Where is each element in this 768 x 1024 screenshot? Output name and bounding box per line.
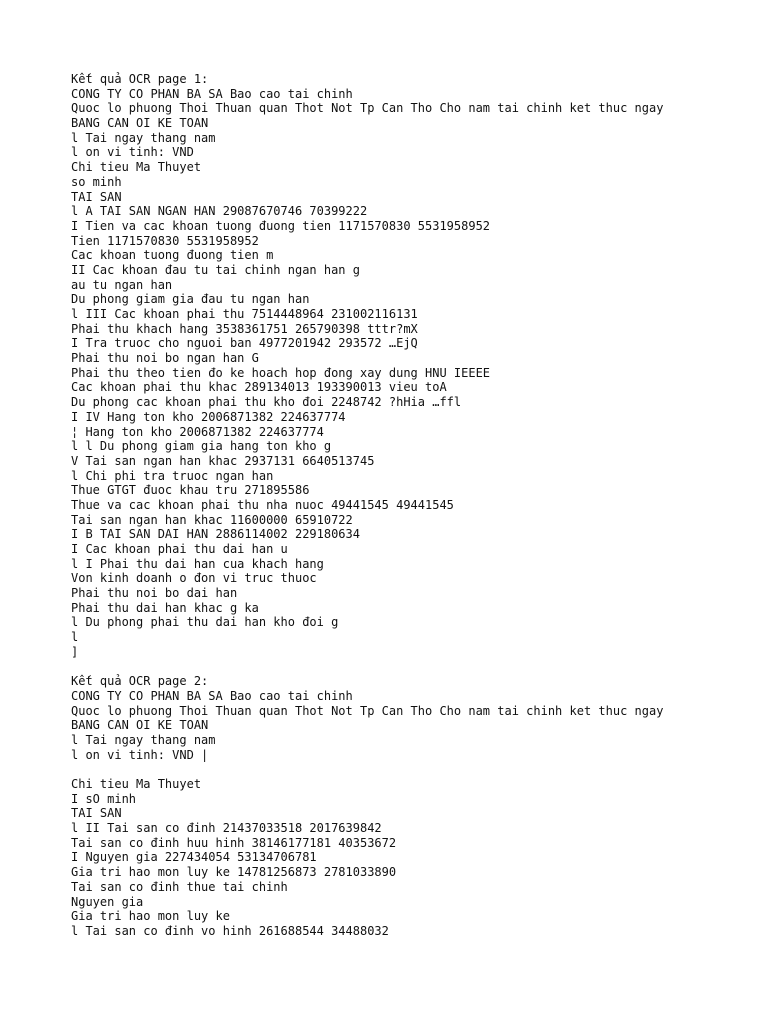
text-line: l II Tai san co đinh 21437033518 2017639842 <box>71 821 382 836</box>
text-line: I Cac khoan phai thu dai han u <box>71 542 288 556</box>
section-gap <box>71 660 761 675</box>
text-line: Gia tri hao mon luy ke <box>71 909 230 924</box>
text-line: I Tra truoc cho nguoi ban 4977201942 293572 …EjQ <box>71 336 418 351</box>
text-line: Phai thu noi bo ngan han G <box>71 351 259 366</box>
text-line: l Chi phi tra truoc ngan han <box>71 468 274 483</box>
text-line: ] <box>71 644 79 659</box>
text-line: Thue va cac khoan phai thu nha nuoc 49441545 49441545 <box>71 497 454 512</box>
text-line: l A TAI SAN NGAN HAN 29087670746 70399222 <box>71 204 368 219</box>
section-gap <box>71 762 761 777</box>
text-line: l on vi tinh: VND | <box>71 747 209 762</box>
text-line: Tai san co đinh thue tai chinh <box>71 879 288 894</box>
text-line: II Cac khoan đau tu tai chinh ngan han g <box>71 262 360 277</box>
text-line: Tai san co đinh huu hinh 38146177181 40353672 <box>71 835 397 850</box>
text-line: Chi tieu Ma Thuyet <box>71 777 202 791</box>
ocr-text-block <box>71 72 761 939</box>
text-line: Du phong cac khoan phai thu kho đoi 2248742 ?hHia …ffl <box>71 395 462 410</box>
text-line: Phai thu khach hang 3538361751 265790398 tttr?mX <box>71 321 418 336</box>
text-line: Phai thu noi bo dai han <box>71 586 238 601</box>
text-line: l on vi tinh: VND <box>71 145 194 160</box>
text-line: Quoc lo phuong Thoi Thuan quan Thot Not Tp Can Tho Cho nam tai chinh ket thuc ngay <box>71 703 664 718</box>
text-line: l I Phai thu dai han cua khach hang <box>71 556 324 571</box>
text-line: BANG CAN OI KE TOAN <box>71 116 209 131</box>
text-line: l Tai ngay thang nam <box>71 732 216 747</box>
text-line: l l Du phong giam gia hang ton kho g <box>71 439 332 454</box>
text-line: TAI SAN <box>71 806 122 821</box>
text-line: CONG TY CO PHAN BA SA Bao cao tai chinh <box>71 688 353 703</box>
page2-lines-header <box>71 689 761 762</box>
text-line: CONG TY CO PHAN BA SA Bao cao tai chinh <box>71 86 353 101</box>
page1-header: Kết quả OCR page 1: <box>71 72 209 86</box>
text-line: Chi tieu Ma Thuyet <box>71 160 202 175</box>
text-line: Cac khoan phai thu khac 289134013 193390013 vieu toA <box>71 380 447 395</box>
text-line: Thue GTGT đuoc khau tru 271895586 <box>71 483 310 498</box>
text-line: Tai san ngan han khac 11600000 65910722 <box>71 512 353 527</box>
text-line: Phai thu theo tien đo ke hoach hop đong xay dung HNU IEEEE <box>71 365 491 380</box>
text-line: Von kinh doanh o đon vi truc thuoc <box>71 571 317 586</box>
text-line: BANG CAN OI KE TOAN <box>71 718 209 733</box>
text-line: Gia tri hao mon luy ke 14781256873 2781033890 <box>71 865 397 880</box>
text-line: I B TAI SAN DAI HAN 2886114002 229180634 <box>71 527 360 542</box>
text-line: I sO minh <box>71 791 137 806</box>
text-line: Nguyen gia <box>71 894 144 909</box>
text-line: I Tien va cac khoan tuong đuong tien 1171570830 5531958952 <box>71 218 491 233</box>
page2-header: Kết quả OCR page 2: <box>71 674 209 689</box>
text-line: I Nguyen gia 227434054 53134706781 <box>71 850 317 865</box>
text-line: Tien 1171570830 5531958952 <box>71 233 259 248</box>
text-line: au tu ngan han <box>71 277 173 292</box>
text-line: TAI SAN <box>71 189 122 204</box>
text-line: I IV Hang ton kho 2006871382 224637774 <box>71 409 346 424</box>
text-line: V Tai san ngan han khac 2937131 6640513745 <box>71 453 375 468</box>
text-line: l III Cac khoan phai thu 7514448964 231002116131 <box>71 307 418 321</box>
text-line: l Du phong phai thu dai han kho đoi g <box>71 615 339 630</box>
text-line: l Tai san co đinh vo hinh 261688544 34488032 <box>71 923 389 938</box>
text-line: Phai thu dai han khac g ka <box>71 600 259 615</box>
text-line: l <box>71 630 79 645</box>
text-line: so minh <box>71 174 122 189</box>
page1-lines <box>71 87 761 660</box>
text-line: Cac khoan tuong đuong tien m <box>71 248 274 263</box>
text-line: ¦ Hang ton kho 2006871382 224637774 <box>71 424 324 439</box>
text-line: Quoc lo phuong Thoi Thuan quan Thot Not Tp Can Tho Cho nam tai chinh ket thuc ngay <box>71 101 664 116</box>
text-line: l Tai ngay thang nam <box>71 130 216 145</box>
page2-lines-body <box>71 777 761 939</box>
text-line: Du phong giam gia đau tu ngan han <box>71 292 310 307</box>
